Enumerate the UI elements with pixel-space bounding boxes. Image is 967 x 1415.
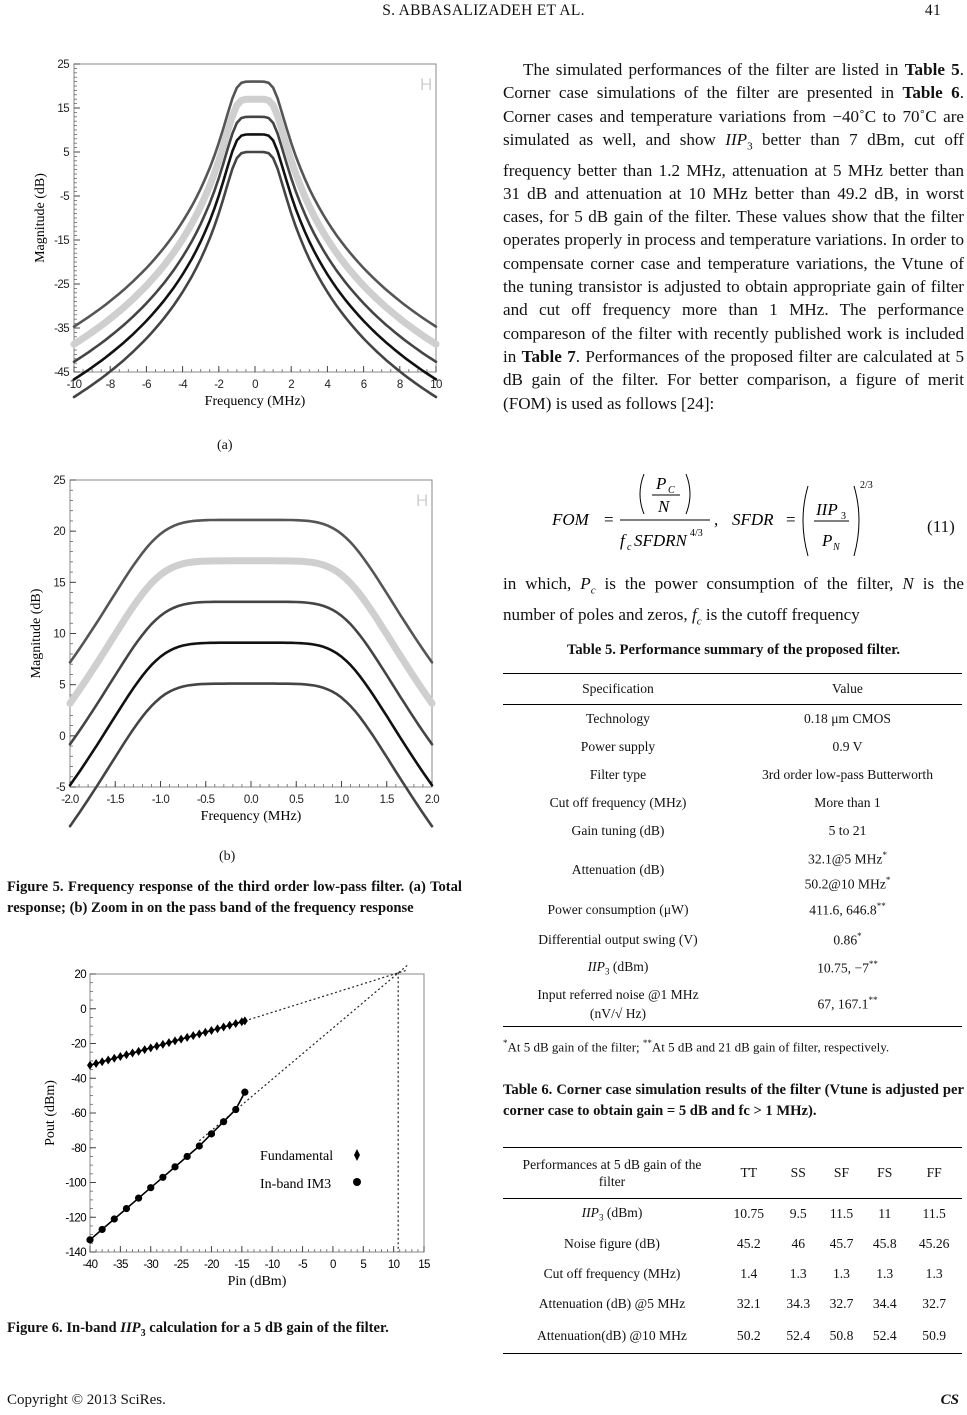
x-tick-label: 6 xyxy=(360,379,367,391)
x-tick-label: -1.5 xyxy=(106,794,124,806)
table6-cell: Attenuation(dB) @10 MHz xyxy=(537,1328,687,1343)
series-line xyxy=(74,99,436,344)
figure6-caption-text-after: calculation for a 5 dB gain of the filter. xyxy=(145,1320,389,1336)
table5-title: Table 5. Performance summary of the proposed filter. xyxy=(566,642,901,658)
y-tick-label: 5 xyxy=(59,679,65,692)
x-tick-label: 0.0 xyxy=(243,794,259,806)
x-tick-label: 1.5 xyxy=(379,794,394,806)
body-paragraph-2 xyxy=(503,572,964,633)
eq-n: N xyxy=(658,497,670,516)
y-tick-label: 15 xyxy=(57,103,69,115)
table6-row xyxy=(503,1289,962,1319)
x-axis-label: Pin (dBm) xyxy=(227,1274,287,1289)
x-tick-label: -8 xyxy=(105,379,115,391)
iip3-label: IIP xyxy=(587,959,605,975)
body-paragraph-1 xyxy=(503,58,964,415)
footnote-1: At 5 dB gain of the filter; xyxy=(507,1039,643,1055)
table5-cell: Differential output swing (V) xyxy=(538,932,698,948)
running-title: S. ABBASALIZADEH ET AL. xyxy=(382,2,585,19)
im3-point xyxy=(86,1236,93,1243)
x-tick-label: 5 xyxy=(360,1259,367,1271)
fundamental-point xyxy=(87,1061,93,1070)
table6-cell: 34.3 xyxy=(786,1296,811,1311)
p1-text-5: . Performances of the proposed filter are calculated at 5 dB gain of the filter. For better comparison, a figure of merit (FOM) is used as follows [24]: xyxy=(503,346,965,413)
p1-table5-ref[interactable]: Table 5 xyxy=(904,60,960,79)
im3-point xyxy=(147,1184,154,1191)
x-tick-label: 10 xyxy=(387,1259,400,1271)
table6-header-tt: TT xyxy=(740,1165,758,1180)
table6-row xyxy=(503,1259,962,1289)
y-tick-label: -40 xyxy=(71,1073,86,1086)
eq-p-sub: N xyxy=(833,542,840,553)
footer-copyright: Copyright © 2013 SciRes. xyxy=(7,1392,166,1408)
y-tick-label: -140 xyxy=(65,1247,86,1259)
table5-row xyxy=(503,817,962,845)
page-number: 41 xyxy=(924,2,941,19)
table6-cell: 11.5 xyxy=(829,1206,854,1221)
figure5a-sublabel: (a) xyxy=(217,438,233,453)
table5-row-noise xyxy=(503,982,962,1027)
x-tick-label: 1.0 xyxy=(334,794,349,806)
table6-cell: 46 xyxy=(791,1236,806,1251)
y-tick-label: -120 xyxy=(65,1212,86,1225)
y-tick-label: -35 xyxy=(54,323,69,335)
figure6-caption-iip-sub: 3 xyxy=(140,1327,146,1339)
legend-circle-icon xyxy=(353,1178,361,1186)
x-tick-label: -35 xyxy=(112,1259,128,1271)
fundamental-point xyxy=(93,1059,99,1068)
eq-exp-43: 4/3 xyxy=(690,528,703,539)
x-axis-label: Frequency (MHz) xyxy=(204,394,306,409)
table6-cell: 50.8 xyxy=(829,1328,854,1343)
fundamental-point xyxy=(215,1024,221,1033)
table5-header-value: Value xyxy=(832,681,863,696)
p1-text-3: . Corner cases and temperature variations from −40˚C to 70˚C are simulated as well, and show xyxy=(503,83,964,149)
x-tick-label: 15 xyxy=(418,1259,430,1271)
fundamental-point xyxy=(221,1022,227,1031)
im3-point xyxy=(220,1118,227,1125)
table6-cell: Attenuation (dB) @5 MHz xyxy=(538,1296,686,1311)
legend-im3: In-band IM3 xyxy=(260,1177,332,1192)
p1-iip-sub: 3 xyxy=(747,140,753,153)
y-axis-label: Pout (dBm) xyxy=(43,1080,58,1146)
figure5-caption-text: Frequency response of the third order low-pass filter. (a) Total response; (b) Zoom in on the pass band of the frequency response xyxy=(7,879,462,916)
table6-row xyxy=(503,1319,962,1354)
x-tick-label: -10 xyxy=(66,379,82,391)
table5-cell xyxy=(733,954,962,982)
eq-sfdrn: SFDRN xyxy=(634,531,687,550)
table5-footnote xyxy=(503,1038,889,1055)
fundamental-point xyxy=(160,1040,166,1049)
table6-header-sf: SF xyxy=(833,1165,850,1180)
table5-row xyxy=(503,954,962,982)
eq-f: f xyxy=(620,531,625,550)
figure5-caption xyxy=(7,877,462,919)
table5-row xyxy=(503,926,962,954)
im3-point xyxy=(135,1195,142,1202)
noise-label-2: (nV/√ Hz) xyxy=(589,1006,647,1022)
y-tick-label: 5 xyxy=(63,147,69,159)
figure6-caption-iip: IIP xyxy=(120,1320,141,1336)
eq-exp-23: 2/3 xyxy=(860,480,873,491)
table5-cell: 0.9 V xyxy=(832,739,863,754)
fundamental-point xyxy=(99,1057,105,1066)
im3-point xyxy=(241,1089,248,1096)
table5-cell: 3rd order low-pass Butterworth xyxy=(761,767,934,782)
table6-header-first-1: Performances at 5 dB gain of the xyxy=(522,1157,702,1172)
fundamental-extrapolation xyxy=(245,970,407,1021)
fundamental-point xyxy=(105,1056,111,1065)
im3-point xyxy=(123,1205,130,1212)
table5-cell: More than 1 xyxy=(814,795,881,810)
p2-text-2: is the power consumption of the filter, xyxy=(595,574,903,593)
im3-point xyxy=(111,1215,118,1222)
x-tick-label: 0.5 xyxy=(289,794,304,806)
fundamental-point xyxy=(172,1036,178,1045)
figure5b-chart xyxy=(0,468,470,848)
table5-cell: 5 to 21 xyxy=(828,823,867,838)
y-tick-label: -25 xyxy=(54,279,69,291)
fundamental-point xyxy=(196,1029,202,1038)
x-tick-label: -30 xyxy=(143,1259,159,1271)
series-line xyxy=(74,117,436,362)
y-tick-label: 0 xyxy=(59,730,65,743)
p2-f-sub: c xyxy=(696,615,702,628)
p2-text-1: in which, xyxy=(503,574,581,593)
table6-cell: Noise figure (dB) xyxy=(564,1236,660,1251)
eq-fom: FOM xyxy=(552,510,589,529)
table5-row xyxy=(503,733,962,761)
table5-row xyxy=(503,894,962,926)
equation-11 xyxy=(540,468,880,568)
p2-text-4: is the cutoff frequency xyxy=(701,604,860,624)
table6-cell: 45.8 xyxy=(872,1236,897,1251)
footnote-mark: ** xyxy=(642,1038,652,1048)
x-tick-label: 10 xyxy=(430,379,442,391)
p1-table7-ref[interactable]: Table 7 xyxy=(521,346,576,366)
table6-cell: 50.2 xyxy=(736,1328,761,1343)
table6-header-first xyxy=(503,1148,721,1199)
x-tick-label: -2 xyxy=(214,379,224,391)
y-tick-label: -45 xyxy=(54,367,69,379)
attenuation-10mhz: 50.2@10 MHz xyxy=(804,876,886,892)
y-tick-label: -15 xyxy=(54,235,69,247)
y-tick-label: 15 xyxy=(53,577,65,590)
x-tick-label: -10 xyxy=(264,1259,280,1271)
x-tick-label: 0 xyxy=(330,1259,336,1271)
plot-frame xyxy=(74,64,436,372)
table5-row xyxy=(503,789,962,817)
table5-cell-attenuation xyxy=(733,845,962,894)
fundamental-point xyxy=(117,1052,123,1061)
table6-header-fs: FS xyxy=(877,1165,893,1180)
x-tick-label: 2 xyxy=(288,379,295,391)
table6-header-ff: FF xyxy=(926,1165,942,1180)
p1-iip: IIP xyxy=(725,129,748,149)
im3-point xyxy=(232,1106,239,1113)
table5-cell xyxy=(733,926,962,954)
p2-text-3: is the number of poles and zeros, xyxy=(503,574,964,624)
fundamental-point xyxy=(166,1038,172,1047)
watermark: H xyxy=(420,75,433,94)
x-tick-label: 8 xyxy=(396,379,403,391)
fundamental-point xyxy=(136,1047,142,1056)
table6-row xyxy=(503,1199,962,1230)
table6-cell: 1.4 xyxy=(740,1266,758,1281)
x-tick-label: -6 xyxy=(141,379,151,391)
fundamental-point xyxy=(123,1050,129,1059)
x-tick-label: 4 xyxy=(324,379,331,391)
im3-point xyxy=(208,1130,215,1137)
fundamental-point xyxy=(148,1043,154,1052)
power-value: 411.6, 646.8 xyxy=(809,902,877,918)
y-tick-label: 0 xyxy=(80,1003,86,1016)
y-tick-label: 25 xyxy=(57,59,69,71)
equation-number: (11) xyxy=(927,517,955,536)
footnote-mark: * xyxy=(882,850,887,860)
fundamental-point xyxy=(233,1019,239,1028)
footnote-mark: * xyxy=(503,1038,508,1048)
table6-cell: 9.5 xyxy=(789,1206,807,1221)
p1-table6-ref[interactable]: Table 6 xyxy=(902,83,960,103)
series-line xyxy=(74,82,436,327)
eq-paren-left-1 xyxy=(640,474,644,514)
table6-cell xyxy=(503,1199,721,1230)
y-tick-label: -5 xyxy=(59,191,69,203)
fundamental-point xyxy=(190,1031,196,1040)
legend-fundamental: Fundamental xyxy=(260,1149,334,1164)
table5-cell: Attenuation (dB) xyxy=(571,861,665,877)
p1-text-4: better than 7 dBm, cut off frequency better than 1.2 MHz, attenuation at 5 MHz better than 31 dB and attenuation at 10 MHz better than 49.2 dB, in worst cases, for 5 dB gain of the filter. These values show that the filter operates properly in process and temperature variations. In order to compensate corner case and temperature variations, the Vtune of the tuning transistor is adjusted to obtain appropriate gain of filter and cut off frequency more than 1 MHz. The performance compareson of the filter with recently published work is included in xyxy=(503,129,964,366)
footnote-mark: * xyxy=(885,874,891,885)
figure6-chart xyxy=(0,962,470,1312)
figure5a-chart xyxy=(0,50,470,440)
table5-cell xyxy=(733,982,962,1027)
watermark: H xyxy=(416,491,429,510)
iip3-unit: (dBm) xyxy=(609,959,649,975)
table6-cell: 34.4 xyxy=(872,1296,897,1311)
footnote-mark: * xyxy=(857,931,862,942)
table5-cell: Gain tuning (dB) xyxy=(571,823,665,838)
table6-row xyxy=(503,1229,962,1259)
noise-value: 67, 167.1 xyxy=(817,996,869,1012)
x-tick-label: -4 xyxy=(178,379,188,391)
im3-point xyxy=(99,1226,106,1233)
plot-frame xyxy=(90,974,424,1252)
table6-cell: 52.4 xyxy=(786,1328,811,1343)
table6-header-row xyxy=(503,1148,962,1199)
p1-text-1: The simulated performances of the filter are listed in xyxy=(523,60,905,79)
table6 xyxy=(503,1147,962,1354)
table5-header-row xyxy=(503,674,962,705)
eq-equals-2: = xyxy=(786,510,796,529)
eq-iip: IIP xyxy=(816,500,838,519)
y-tick-label: -60 xyxy=(71,1108,86,1120)
y-tick-label: 25 xyxy=(53,475,65,487)
y-tick-label: -5 xyxy=(55,782,65,794)
fundamental-point xyxy=(154,1042,160,1051)
p2-f: f xyxy=(691,604,697,624)
table6-cell: 1.3 xyxy=(925,1266,943,1281)
y-axis-label: Magnitude (dB) xyxy=(29,588,44,679)
table6-cell: 45.2 xyxy=(736,1236,761,1251)
iip3-label: IIP xyxy=(581,1205,599,1221)
iip3-sub: 3 xyxy=(598,1212,604,1223)
fundamental-point xyxy=(227,1021,233,1030)
table6-cell: 10.75 xyxy=(733,1206,765,1221)
eq-equals-1: = xyxy=(604,510,614,529)
eq-pc-sub: C xyxy=(668,485,675,496)
table5-cell: Technology xyxy=(586,711,650,726)
table6-cell: 45.26 xyxy=(918,1236,950,1251)
table5-header-spec: Specification xyxy=(582,681,654,696)
x-tick-label: -15 xyxy=(234,1259,250,1271)
fundamental-point xyxy=(184,1033,190,1042)
im3-point xyxy=(159,1174,166,1181)
iip3-value: 10.75, −7 xyxy=(817,960,869,976)
running-header xyxy=(0,2,967,20)
y-tick-label: 10 xyxy=(53,628,65,641)
eq-paren-left-2 xyxy=(803,486,808,556)
fundamental-point xyxy=(202,1028,208,1037)
p2-pc-sub: c xyxy=(590,584,596,597)
table6-cell: 1.3 xyxy=(832,1266,850,1281)
im3-point xyxy=(171,1163,178,1170)
table6-cell: 32.7 xyxy=(829,1296,854,1311)
eq-paren-right-2 xyxy=(854,486,859,556)
table6-cell: 11.5 xyxy=(922,1206,946,1221)
table5-row xyxy=(503,761,962,789)
figure5b-sublabel: (b) xyxy=(219,849,236,864)
swing-value: 0.86 xyxy=(833,932,858,948)
x-tick-label: -25 xyxy=(173,1259,189,1271)
im3-point xyxy=(184,1153,191,1160)
table6-cell: Cut off frequency (MHz) xyxy=(543,1266,681,1281)
p2-pc: P xyxy=(580,574,591,593)
series-line xyxy=(70,520,432,663)
table6-header-ss: SS xyxy=(790,1165,806,1180)
iip3-unit: (dBm) xyxy=(603,1205,643,1221)
table6-cell: 11 xyxy=(878,1206,892,1221)
series-line xyxy=(70,643,432,786)
figure6-caption-text-before: In-band xyxy=(66,1320,121,1336)
eq-p: P xyxy=(822,531,833,550)
eq-f-sub: c xyxy=(627,542,632,553)
y-tick-label: -80 xyxy=(71,1142,86,1155)
p2-n: N xyxy=(902,574,914,593)
table6-cell: 1.3 xyxy=(876,1266,894,1281)
table5-cell: Filter type xyxy=(589,767,647,782)
x-tick-label: 2.0 xyxy=(424,794,440,806)
x-tick-label: -20 xyxy=(204,1259,219,1271)
eq-sfdr: SFDR xyxy=(732,510,774,529)
p1-text-2: . Corner case simulations of the filter are presented in xyxy=(503,60,964,103)
series-line xyxy=(74,134,436,379)
table6-title: Table 6. Corner case simulation results of the filter (Vtune is adjusted per corner case to obtain gain = 5 dB and fc > 1 MHz). xyxy=(503,1082,964,1119)
fundamental-point xyxy=(130,1049,136,1058)
table6-cell: 50.9 xyxy=(922,1328,947,1343)
iip3-sub: 3 xyxy=(604,966,610,977)
figure6-caption-label: Figure 6. xyxy=(7,1320,63,1336)
x-tick-label: 0 xyxy=(252,379,258,391)
attenuation-5mhz: 32.1@5 MHz xyxy=(808,851,883,867)
table5-cell: Cut off frequency (MHz) xyxy=(549,795,687,810)
table6-cell: 52.4 xyxy=(872,1328,897,1343)
footnote-mark: ** xyxy=(868,959,878,970)
table5-row xyxy=(503,705,962,734)
fundamental-point xyxy=(178,1035,184,1044)
eq-pc: P xyxy=(656,474,667,493)
fundamental-point xyxy=(142,1045,148,1054)
figure6-caption xyxy=(7,1318,462,1344)
x-axis-label: Frequency (MHz) xyxy=(200,809,302,824)
x-tick-label: -0.5 xyxy=(197,794,215,806)
series-line xyxy=(70,561,432,704)
table5-cell xyxy=(733,894,962,926)
x-tick-label: -5 xyxy=(298,1259,308,1271)
table5-cell: Power consumption (μW) xyxy=(547,902,689,918)
eq-paren-right-1 xyxy=(686,474,690,514)
table5-cell xyxy=(503,954,733,982)
table6-cell: 45.7 xyxy=(829,1236,854,1251)
figure5-caption-label: Figure 5. xyxy=(7,879,64,895)
table6-cell: 32.7 xyxy=(922,1296,947,1311)
table6-cell: 1.3 xyxy=(789,1266,807,1281)
y-axis-label: Magnitude (dB) xyxy=(33,173,48,263)
table5-cell: 0.18 μm CMOS xyxy=(804,711,891,726)
table6-header-first-2: filter xyxy=(598,1174,626,1189)
fundamental-point xyxy=(111,1054,117,1063)
table5-cell xyxy=(503,982,733,1027)
im3-point xyxy=(196,1142,203,1149)
x-tick-label: -40 xyxy=(82,1259,98,1271)
y-tick-label: -100 xyxy=(65,1177,86,1190)
y-tick-label: -20 xyxy=(71,1038,86,1051)
y-tick-label: 20 xyxy=(74,969,86,981)
footnote-mark: ** xyxy=(876,901,886,912)
x-tick-label: -1.0 xyxy=(151,794,170,806)
series-line xyxy=(74,152,436,397)
table6-cell: 32.1 xyxy=(736,1296,761,1311)
fundamental-point xyxy=(208,1026,214,1035)
footer-journal: CS xyxy=(940,1392,959,1408)
x-tick-label: -2.0 xyxy=(61,794,79,806)
eq-iip-sub: 3 xyxy=(841,511,846,522)
table5 xyxy=(503,673,962,1027)
table5-row-attenuation xyxy=(503,845,962,894)
footnote-mark: ** xyxy=(868,995,878,1006)
eq-comma: , xyxy=(714,510,719,529)
y-tick-label: 20 xyxy=(53,526,65,539)
footnote-2: At 5 dB and 21 dB gain of filter, respectively. xyxy=(651,1039,890,1055)
table5-cell: Power supply xyxy=(580,739,656,754)
noise-label-1: Input referred noise @1 MHz xyxy=(537,987,699,1003)
